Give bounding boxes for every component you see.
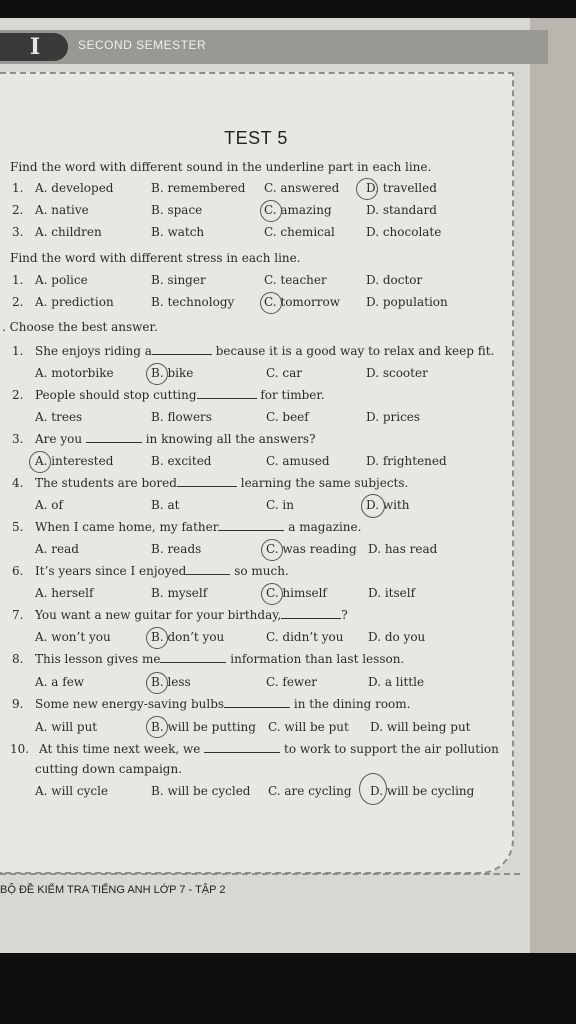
q4-c: C. in — [266, 498, 294, 512]
q5-num: 5. — [12, 520, 24, 534]
q6-d: D. itself — [368, 586, 416, 600]
q2-pre: People should stop cutting — [35, 388, 197, 402]
test-title: TEST 5 — [224, 128, 288, 148]
q8-d: D. a little — [368, 675, 425, 689]
q9-d: D. will being put — [370, 720, 471, 734]
q1-b: B. bike — [151, 366, 194, 380]
q3-pre: Are you — [35, 432, 83, 446]
q2-d: D. prices — [366, 410, 421, 424]
s1-row1-a: A. developed — [35, 181, 114, 195]
s1-row2-num: 2. — [12, 203, 24, 217]
q5-stem — [35, 520, 361, 534]
answer-circle-mark — [260, 200, 282, 222]
q7-stem — [35, 608, 348, 622]
q2-b: B. flowers — [151, 410, 212, 424]
answer-circle-mark — [356, 178, 378, 200]
q8-post: information than last lesson. — [230, 652, 405, 666]
answer-circle-mark — [146, 716, 168, 738]
section1-instruction: Find the word with different sound in the underline part in each line. — [10, 160, 432, 174]
q3-d: D. frightened — [366, 454, 447, 468]
q5-c: C. was reading — [266, 542, 357, 556]
q9-pre: Some new energy-saving bulbs — [35, 697, 225, 711]
q1-num: 1. — [12, 344, 24, 358]
q6-c: C. himself — [266, 586, 327, 600]
q8-c: C. fewer — [266, 675, 318, 689]
q3-post: in knowing all the answers? — [145, 432, 316, 446]
q9-a: A. will put — [35, 720, 98, 734]
answer-blank — [86, 432, 142, 443]
answer-circle-mark — [29, 451, 51, 473]
s1-row2-c: C. amazing — [264, 203, 332, 217]
q10-num: 10. — [10, 742, 30, 756]
q3-b: B. excited — [151, 454, 212, 468]
answer-blank — [160, 652, 226, 663]
q10-pre: At this time next week, we — [39, 742, 201, 756]
q1-d: D. scooter — [366, 366, 428, 380]
q4-pre: The students are bored — [35, 476, 177, 490]
s1-row3-a: A. children — [35, 225, 102, 239]
q8-num: 8. — [12, 652, 24, 666]
q7-num: 7. — [12, 608, 24, 622]
answer-circle-mark — [146, 627, 168, 649]
s1-row3-num: 3. — [12, 225, 24, 239]
q2-stem — [35, 388, 325, 402]
book-spine — [530, 18, 576, 953]
s2-row2-c: C. tomorrow — [264, 295, 341, 309]
s2-row1-b: B. singer — [151, 273, 206, 287]
q1-a: A. motorbike — [35, 366, 114, 380]
s2-row2-a: A. prediction — [35, 295, 114, 309]
s1-row2-a: A. native — [35, 203, 89, 217]
s2-row1-num: 1. — [12, 273, 24, 287]
answer-blank — [152, 344, 212, 355]
q9-num: 9. — [12, 697, 24, 711]
q10-post: to work to support the air pollution — [284, 742, 499, 756]
s2-row1-c: C. teacher — [264, 273, 327, 287]
q10-b: B. will be cycled — [151, 784, 251, 798]
q7-post: ? — [341, 608, 348, 622]
s1-row3-d: D. chocolate — [366, 225, 442, 239]
q4-d: D. with — [366, 498, 410, 512]
s2-row2-b: B. technology — [151, 295, 235, 309]
q1-post: because it is a good way to relax and keep fit. — [215, 344, 495, 358]
answer-blank — [224, 697, 290, 708]
q1-c: C. car — [266, 366, 302, 380]
q3-stem — [35, 432, 316, 446]
q3-num: 3. — [12, 432, 24, 446]
q7-pre: You want a new guitar for your birthday, — [35, 608, 282, 622]
q5-b: B. reads — [151, 542, 202, 556]
q8-stem — [35, 652, 404, 666]
answer-circle-mark — [146, 672, 168, 694]
answer-blank — [197, 388, 257, 399]
q10-c: C. are cycling — [268, 784, 352, 798]
section2-instruction: Find the word with different stress in each line. — [10, 251, 301, 265]
s1-row3-b: B. watch — [151, 225, 205, 239]
q6-b: B. myself — [151, 586, 208, 600]
section3-instruction: . Choose the best answer. — [2, 320, 158, 334]
q5-d: D. has read — [368, 542, 438, 556]
q9-b: B. will be putting — [151, 720, 256, 734]
q4-post: learning the same subjects. — [240, 476, 409, 490]
q5-pre: When I came home, my father — [35, 520, 219, 534]
q4-num: 4. — [12, 476, 24, 490]
q4-b: B. at — [151, 498, 180, 512]
unit-numeral: I — [29, 34, 41, 60]
answer-circle-mark — [261, 539, 283, 561]
q8-pre: This lesson gives me — [35, 652, 161, 666]
s1-row1-d: D. travelled — [366, 181, 437, 195]
s2-row2-d: D. population — [366, 295, 448, 309]
answer-circle-mark — [260, 292, 282, 314]
q5-post: a magazine. — [288, 520, 362, 534]
s1-row1-c: C. answered — [264, 181, 340, 195]
q10-a: A. will cycle — [35, 784, 109, 798]
q9-stem — [35, 697, 410, 711]
q2-post: for timber. — [260, 388, 325, 402]
s1-row2-b: B. space — [151, 203, 203, 217]
q3-a: A. interested — [35, 454, 114, 468]
answer-blank — [186, 564, 230, 575]
footer-book-title: BỘ ĐỀ KIỂM TRA TIẾNG ANH LỚP 7 - TẬP 2 — [0, 884, 226, 896]
s1-row1-num: 1. — [12, 181, 24, 195]
q7-c: C. didn’t you — [266, 630, 344, 644]
q8-a: A. a few — [35, 675, 85, 689]
q4-stem — [35, 476, 408, 490]
answer-blank — [218, 520, 284, 531]
q6-pre: It’s years since I enjoyed — [35, 564, 187, 578]
q6-num: 6. — [12, 564, 24, 578]
q7-b: B. don’t you — [151, 630, 225, 644]
q2-c: C. beef — [266, 410, 309, 424]
q10-stem — [39, 742, 499, 756]
q4-a: A. of — [35, 498, 63, 512]
q3-c: C. amused — [266, 454, 330, 468]
q2-a: A. trees — [35, 410, 83, 424]
q1-stem — [35, 344, 494, 358]
s2-row1-d: D. doctor — [366, 273, 423, 287]
s1-row1-b: B. remembered — [151, 181, 246, 195]
q10-line2: cutting down campaign. — [35, 762, 183, 776]
q1-pre: She enjoys riding a — [35, 344, 152, 358]
q9-c: C. will be put — [268, 720, 349, 734]
q6-post: so much. — [234, 564, 289, 578]
q5-a: A. read — [35, 542, 79, 556]
answer-blank — [281, 608, 341, 619]
answer-circle-mark — [361, 494, 385, 518]
answer-circle-mark — [359, 773, 387, 805]
semester-title: SECOND SEMESTER — [78, 38, 207, 52]
footer-divider — [0, 873, 520, 875]
q10-d: D. will be cycling — [370, 784, 475, 798]
q8-b: B. less — [151, 675, 191, 689]
q6-stem — [35, 564, 289, 578]
s2-row2-num: 2. — [12, 295, 24, 309]
s2-row1-a: A. police — [35, 273, 88, 287]
answer-blank — [204, 742, 280, 753]
q6-a: A. herself — [35, 586, 94, 600]
q7-d: D. do you — [368, 630, 426, 644]
answer-circle-mark — [146, 363, 168, 385]
q2-num: 2. — [12, 388, 24, 402]
answer-circle-mark — [261, 583, 283, 605]
q9-post: in the dining room. — [293, 697, 411, 711]
answer-blank — [177, 476, 237, 487]
s1-row3-c: C. chemical — [264, 225, 335, 239]
s1-row2-d: D. standard — [366, 203, 437, 217]
q7-a: A. won’t you — [35, 630, 111, 644]
